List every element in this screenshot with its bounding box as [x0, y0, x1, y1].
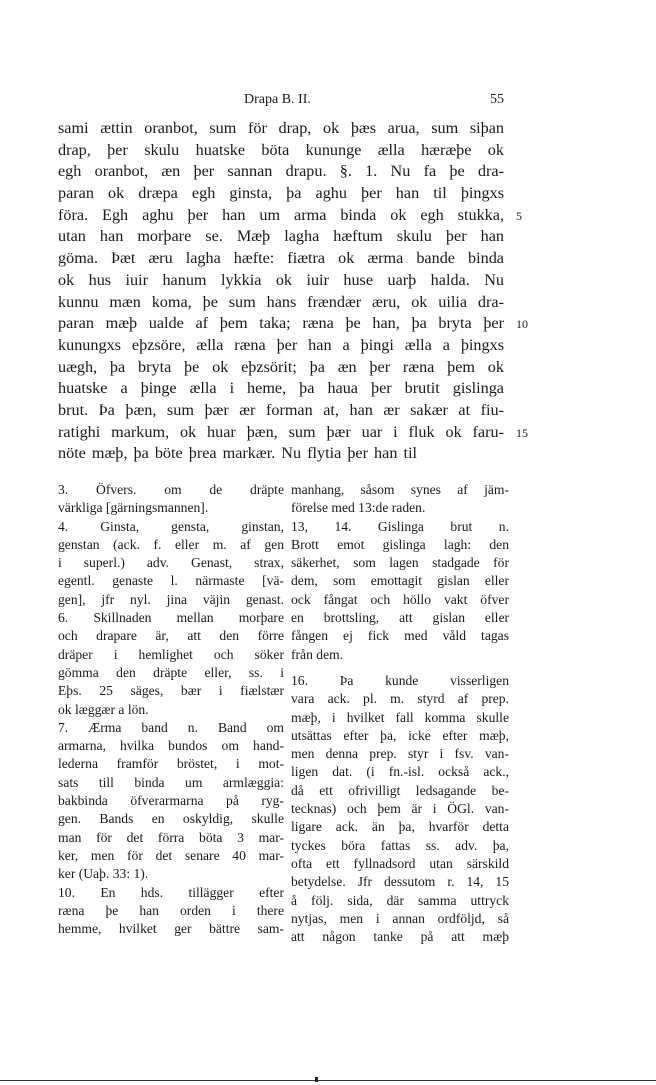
note-line: betydelse. Jfr dessutom r. 14, 15 — [291, 874, 509, 890]
text-line: utan han morþare se. Mæþ lagha hæftum skulu þer han — [58, 227, 504, 246]
note-line: förelse med 13:de raden. — [291, 500, 426, 516]
note-line: mæþ, i hvilket fall komma skulle — [291, 709, 509, 725]
note-line: lederna framför bröstet, i mot- — [58, 756, 284, 772]
footnotes-right-column — [291, 481, 509, 946]
note-line: i superl.) adv. Genast, strax, — [58, 555, 284, 571]
scan-mark — [315, 1077, 318, 1082]
note-line: hemme, hvilket ger bättre sam- — [58, 921, 284, 937]
note-line: 16. Þa kunde visserligen — [291, 672, 509, 688]
note-line: ligare ack. än þa, hvarför detta — [291, 819, 509, 835]
line-number: 10 — [516, 317, 528, 332]
running-title: Drapa B. II. — [244, 92, 311, 107]
note-line: egentl. genaste l. närmaste [vä- — [58, 573, 284, 589]
note-line: 7. Ærma band n. Band om — [58, 719, 284, 735]
note-line: och drapare är, att den förre — [58, 628, 284, 644]
note-line: värkliga [gärningsmannen]. — [58, 500, 209, 516]
note-line: tyckes böra fattas ss. adv. þa, — [291, 837, 509, 853]
text-line-5: föra. Egh aghu þer han um arma binda ok egh stukka, 5 — [58, 205, 504, 227]
note-line: dräper i hemlighet och söker — [58, 646, 284, 662]
note-line: 6. Skillnaden mellan morþare — [58, 610, 284, 626]
text-line: drap, þer skulu huatske böta kununge ælla hæræþe ok — [58, 140, 504, 159]
note-line: men denna prep. styr i fsv. van- — [291, 746, 509, 762]
note-line: Brott emot gislinga lagh: den — [291, 536, 509, 552]
text-line: nöte mæþ, þa böte þrea markær. Nu flytia þer han til — [58, 444, 417, 463]
text-line: göma. Þæt æru lagha hæfte: fiætra ok ærma bande binda — [58, 249, 504, 268]
note-line: 4. Ginsta, gensta, ginstan, — [58, 518, 284, 534]
note-spacer — [291, 664, 509, 672]
note-line: ock fångat och höllo vakt öfver — [291, 591, 509, 607]
line-number: 15 — [516, 425, 528, 440]
text-line-10: paran mæþ ualde af þem taka; ræna þe han, þa bryta þer 10 — [58, 313, 504, 335]
note-line: 10. En hds. tillägger efter — [58, 884, 284, 900]
note-line: å följ. sida, där samma uttryck — [291, 892, 509, 908]
note-line: armarna, hvilka bundos om hand- — [58, 738, 284, 754]
note-line: gömma den dräpte eller, ss. i — [58, 664, 284, 680]
note-line: sats till binda um armlæggia: — [58, 774, 284, 790]
text-line: brut. Þa þæn, sum þær ær forman at, han ær sakær at fiu- — [58, 400, 504, 419]
note-line: manhang, såsom synes af jäm- — [291, 482, 509, 497]
note-line: vara ack. pl. m. styrd af prep. — [291, 691, 509, 707]
note-line: ok læggær a lön. — [58, 701, 149, 717]
note-line: Eþs. 25 säges, bær i fiælstær — [58, 683, 284, 699]
text-line: kunungxs eþzsöre, ælla ræna þer han a þingi ælla a þingxs — [58, 335, 504, 354]
note-line: ræna þe han orden i there — [58, 902, 284, 918]
note-line: dem, som emottagit gislan eller — [291, 573, 509, 589]
text-line: ok hus iuir hanum lykkia ok iuir huse uarþ halda. Nu — [58, 270, 504, 289]
note-line: nytjas, men i annan ordföljd, så — [291, 910, 509, 926]
bottom-rule — [0, 1080, 656, 1081]
text-line: egh oranbot, æn þer sannan drapu. §. 1. Nu fa þe dra- — [58, 162, 504, 181]
note-line: säkerhet, som lagen stadgade för — [291, 555, 509, 571]
note-line: 13, 14. Gislinga brut n. — [291, 518, 509, 534]
note-line: 3. Öfvers. om de dräpte — [58, 482, 284, 497]
note-line: genstan (ack. f. eller m. af gen — [58, 536, 284, 552]
note-line: gen], jfr nyl. jina väjin genast. — [58, 591, 284, 607]
text-line-15: ratighi markum, ok huar þæn, sum þær uar i fluk ok faru- 15 — [58, 422, 504, 444]
note-line: ofta ett fyllnadsord utan särskild — [291, 855, 509, 871]
note-line: tecknas) och þem är i ÖGl. van- — [291, 801, 509, 817]
note-line: att någon tanke på att mæþ — [291, 929, 509, 945]
note-line: ker (Uaþ. 33: 1). — [58, 866, 149, 882]
note-line: från dem. — [291, 646, 344, 662]
note-line: fången ej fick med våld tagas — [291, 628, 509, 644]
note-line: utsättas efter þa, icke efter mæþ, — [291, 727, 509, 743]
footnotes-left-column — [58, 481, 284, 938]
main-text — [58, 118, 528, 465]
note-line: en brottsling, att gislan eller — [291, 610, 509, 626]
note-line: då ett ofrivilligt ledsagande be- — [291, 782, 509, 798]
line-number: 5 — [516, 208, 522, 223]
note-line: ker, men för det senare 40 mar- — [58, 847, 284, 863]
note-line: man för det förra böta 3 mar- — [58, 829, 284, 845]
text-line: paran ok dræpa egh ginsta, þa aghu þer han til þingxs — [58, 184, 504, 203]
note-line: gen. Bands en oskyldig, skulle — [58, 811, 284, 827]
running-header — [54, 92, 504, 112]
text-line: uægh, þa bryta þe ok eþzsörit; þa æn þer ræna þem ok — [58, 357, 504, 376]
page-number: 55 — [490, 92, 504, 107]
note-line: bakbinda öfverarmarna på ryg- — [58, 793, 284, 809]
text-line: kunnu mæn koma, þe sum hans frændær æru, ok uilia dra- — [58, 292, 504, 311]
note-line: ligen dat. (i fn.-isl. också ack., — [291, 764, 509, 780]
text-line: huatske a þinge ælla i heme, þa haua þer brutit gislinga — [58, 379, 504, 398]
text-line: sami ættin oranbot, sum för drap, ok þæs arua, sum siþan — [58, 119, 504, 137]
